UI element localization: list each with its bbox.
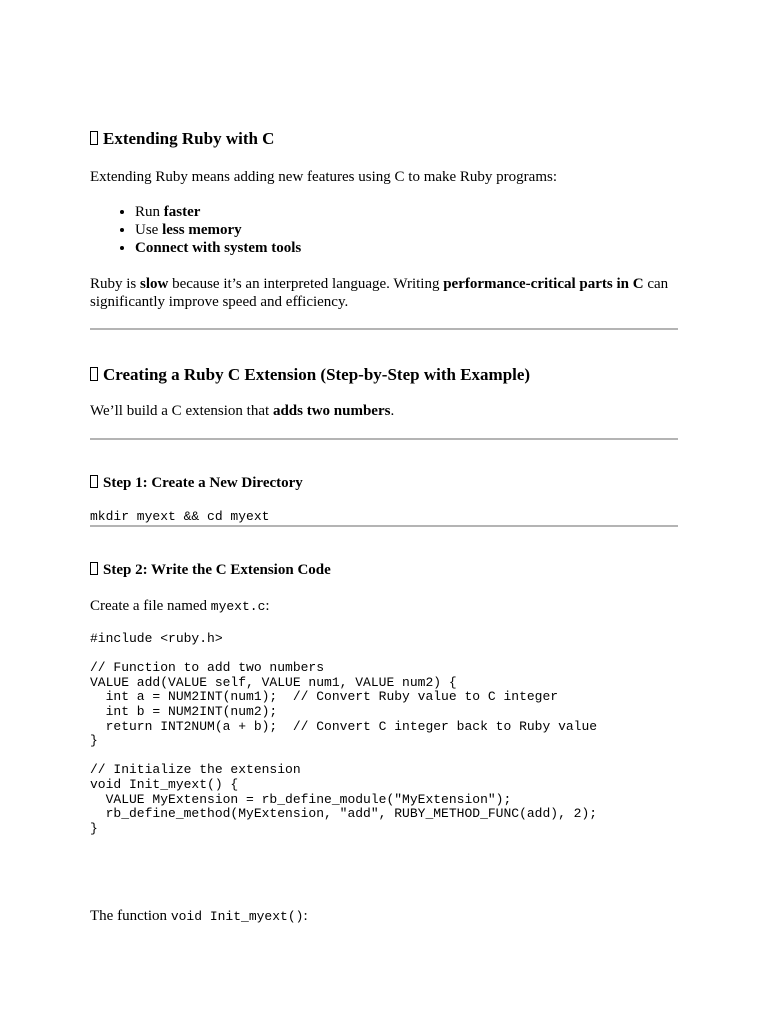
step-2-heading [90,561,331,579]
step-1-heading [90,474,303,492]
footer-paragraph: The function void Init_myext(): [90,908,308,924]
goal-paragraph: We’ll build a C extension that adds two numbers. [90,403,395,419]
step-2-code-block: #include <ruby.h> // Function to add two numbers VALUE add(VALUE self, VALUE num1, VALUE num2) { int a = NUM2INT(num1); // Convert Ruby value to C integer int b = NUM2INT(num2); return INT2NUM(a + b); // Convert C integer back to Ruby value } // Initialize the extension void Init_myext() { VALUE MyExtension = rb_define_module("MyExtension"); rb_define_method(MyExtension, "add", RUBY_METHOD_FUNC(add), 2); } [90,631,598,836]
divider [90,438,678,440]
features-list [90,203,723,257]
heading-text: Step 1: Create a New Directory [103,475,303,491]
list-item: • Connect with system tools [135,239,723,257]
missing-glyph-icon [90,131,98,145]
missing-glyph-icon [90,367,98,381]
missing-glyph-icon [90,562,98,575]
list-item: • Run faster [135,203,723,221]
missing-glyph-icon [90,475,98,488]
heading-text: Step 2: Write the C Extension Code [103,562,331,578]
section-heading-extending-ruby [90,129,274,149]
intro-text: Extending Ruby means adding new features using C to make Ruby programs: [90,169,557,185]
inline-code: myext.c [210,599,266,614]
divider [90,328,678,330]
heading-text: Extending Ruby with C [103,129,275,148]
list-item: • Use less memory [135,221,723,239]
step-1-code-block: mkdir myext && cd myext [90,509,270,524]
heading-text: Creating a Ruby C Extension (Step-by-Step with Example) [103,365,531,384]
section-heading-creating-extension [90,365,530,385]
performance-paragraph: Ruby is slow because it’s an interpreted language. Writing performance-critical parts in C can significantly improve speed and efficiency. [90,276,669,310]
divider [90,525,678,527]
inline-code: void Init_myext() [170,909,304,924]
intro-paragraph [90,168,678,186]
file-paragraph: Create a file named myext.c: [90,598,270,614]
